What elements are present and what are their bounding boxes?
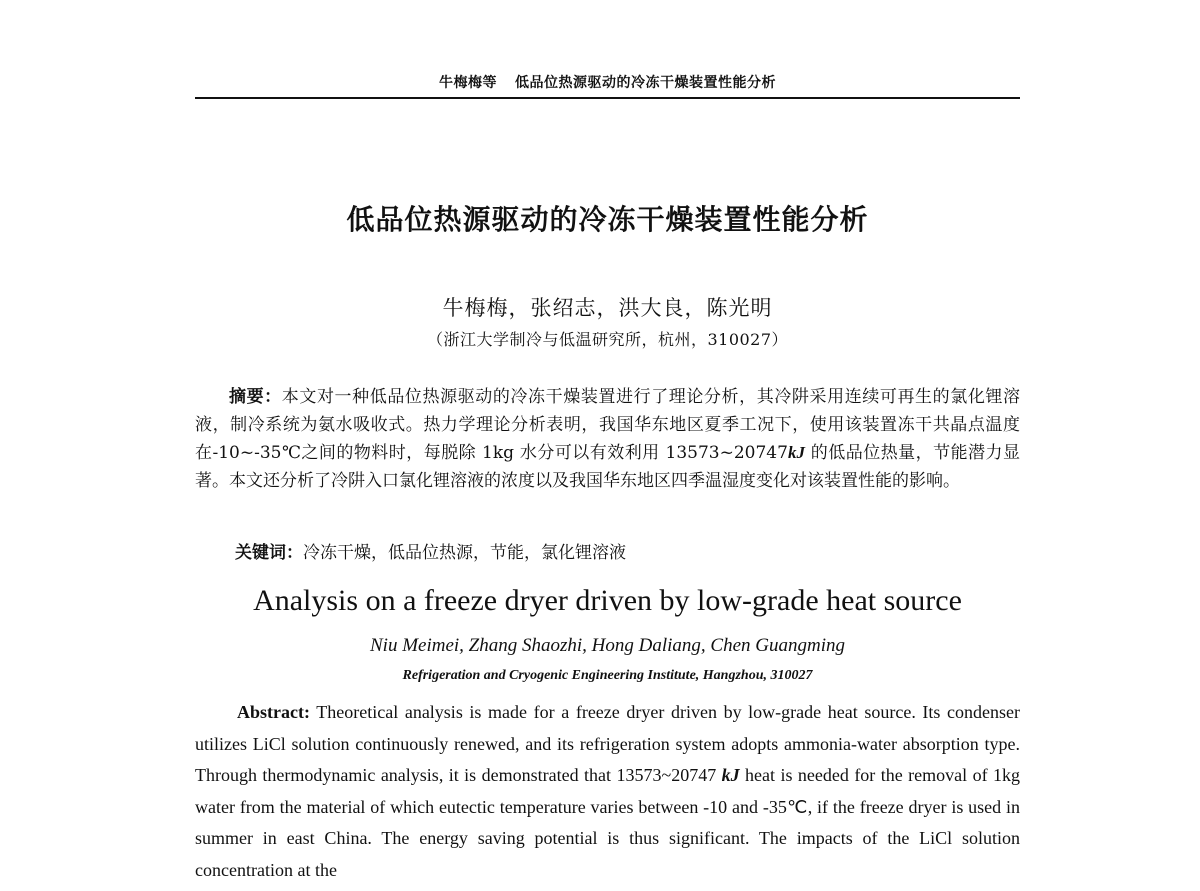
english-abstract-text-a: Theoretical analysis is made for a freeze dryer driven by low-grade heat source. Its condenser utilizes LiCl solution continuously renewed, and its refrigeration system adopts ammonia-water absorption type. Through thermodynamic analysis, it is demonstrated that 13573~20747 <box>195 702 1020 785</box>
chinese-abstract-label: 摘要： <box>229 387 282 407</box>
chinese-authors: 牛梅梅，张绍志，洪大良，陈光明 <box>442 296 773 320</box>
english-abstract-text-b: heat is needed for the removal of 1kg water from the material of which eutectic temperature varies between -10 and -35℃, if the freeze dryer is used in summer in east China. The energy saving potential is thus significant. The impacts of the LiCl solution concentration at the <box>195 765 1020 880</box>
english-authors: Niu Meimei, Zhang Shaozhi, Hong Daliang, Chen Guangming <box>370 635 845 656</box>
chinese-keywords-label: 关键词： <box>235 543 303 563</box>
chinese-abstract-unit: kJ <box>787 443 805 462</box>
chinese-abstract-text-b: 的低品位热量，节能潜力显著。本文还分析了冷阱入口氯化锂溶液的浓度以及我国华东地区四季温湿度变化对该装置性能的影响。 <box>195 443 1020 491</box>
chinese-keywords-text: 冷冻干燥，低品位热源，节能，氯化锂溶液 <box>303 543 626 563</box>
running-head-authors: 牛梅梅等 <box>439 75 497 91</box>
chinese-title: 低品位热源驱动的冷冻干燥装置性能分析 <box>346 203 869 236</box>
header-rule <box>195 97 1020 99</box>
chinese-affiliation: （浙江大学制冷与低温研究所，杭州，310027） <box>426 330 789 349</box>
english-abstract-unit: kJ <box>721 765 740 785</box>
english-affiliation: Refrigeration and Cryogenic Engineering Institute, Hangzhou, 310027 <box>402 668 813 683</box>
chinese-abstract <box>195 383 1020 495</box>
running-head <box>195 72 1020 92</box>
running-head-title: 低品位热源驱动的冷冻干燥装置性能分析 <box>515 75 776 91</box>
chinese-abstract-text-a: 本文对一种低品位热源驱动的冷冻干燥装置进行了理论分析，其冷阱采用连续可再生的氯化锂溶液，制冷系统为氨水吸收式。热力学理论分析表明，我国华东地区夏季工况下，使用该装置冻干共晶点温度在-10~-35℃之间的物料时，每脱除 1kg 水分可以有效利用 13573~20747 <box>195 387 1021 463</box>
english-title: Analysis on a freeze dryer driven by low-grade heat source <box>253 584 962 617</box>
english-abstract <box>195 697 1020 886</box>
chinese-keywords <box>235 539 1020 567</box>
english-abstract-label: Abstract: <box>237 702 310 722</box>
